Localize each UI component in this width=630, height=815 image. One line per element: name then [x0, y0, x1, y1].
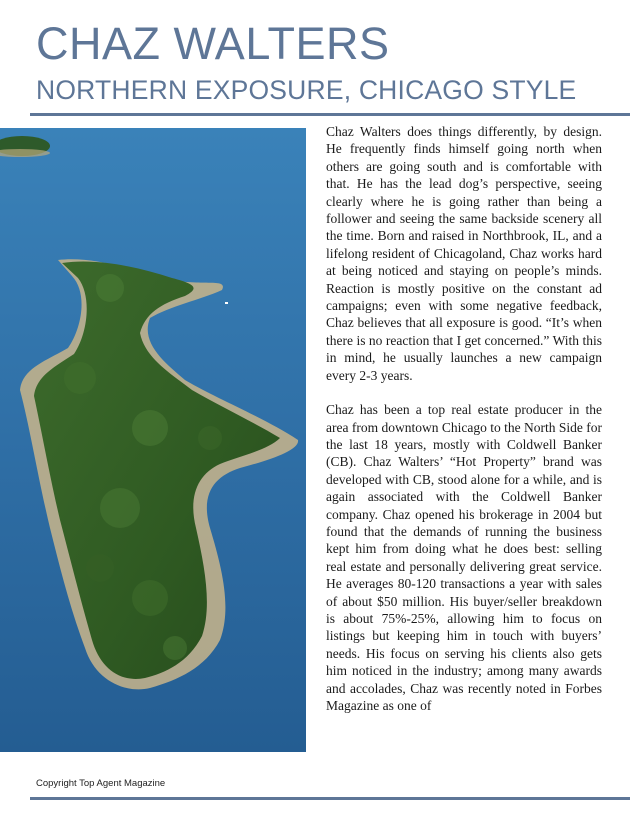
article-body: [326, 123, 602, 759]
copyright-notice: Copyright Top Agent Magazine: [36, 778, 166, 789]
article-paragraph-2: Chaz has been a top real estate producer in the area from downtown Chicago to the North Side for the last 18 years, mostly with Coldwell Banker (CB). Chaz Walters’ “Hot Property” brand was developed with CB, stood alone for a while, and is again associated with the Coldwell Banker company. Chaz opened his brokerage in 2004 but found that the demands of running the business kept him from doing what he does best: selling real estate and personally delivering great service. He averages 80-120 transactions a year with sales of about $50 million. His buyer/seller breakdown is about 75%-25%, allowing him to focus on listings but keeping him in touch with buyers’ needs. His focus on serving his clients also gets him noticed in the industry; among many awards and accolades, Chaz was recently noted in Forbes Magazine as one of: [326, 402, 602, 713]
page-title: CHAZ WALTERS: [36, 18, 390, 69]
page-subtitle: NORTHERN EXPOSURE, CHICAGO STYLE: [36, 75, 577, 105]
article-paragraph-1: Chaz Walters does things differently, by design. He frequently finds himself going north when others are going south and is comfortable with that. He has the lead dog’s perspective, seeing clearly where he is going rather than being a follower and seeing the same backside scenery all the time. Born and raised in Northbrook, IL, and a lifelong resident of Chicagoland, Chaz works hard at being noticed and staying on people’s minds. Reaction is mostly positive on the constant ad campaigns; even with some negative feedback, Chaz believes that all exposure is good. “It’s when there is no reaction that I get concerned.” With this in mind, he usually launches a new campaign every 2-3 years.: [326, 124, 602, 383]
island-aerial-photo: [0, 128, 306, 752]
footer-divider: [30, 797, 630, 800]
header-divider: [30, 113, 630, 116]
